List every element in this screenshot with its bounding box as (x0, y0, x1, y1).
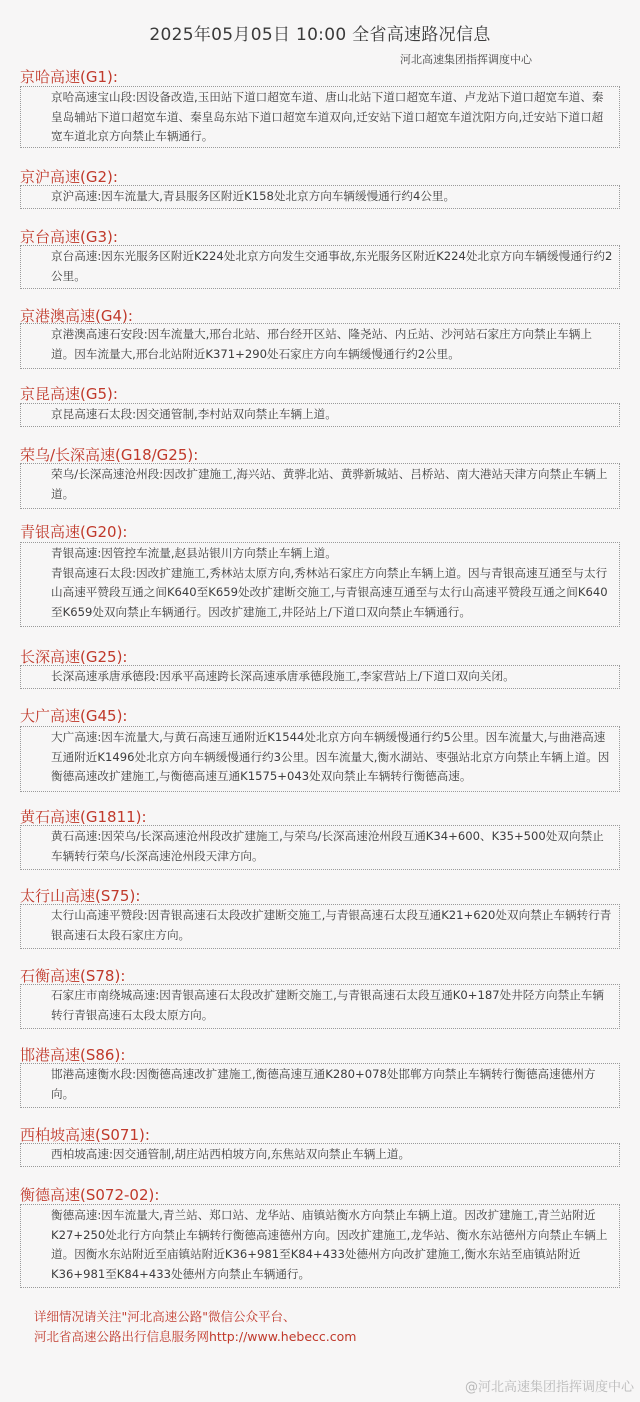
section-heading: 京哈高速(G1): (20, 68, 118, 86)
section-body (20, 323, 620, 369)
section-body (20, 984, 620, 1029)
section-heading: 石衡高速(S78): (20, 967, 126, 985)
section-paragraph: 黄石高速:因荣乌/长深高速沧州段改扩建施工,与荣乌/长深高速沧州段互通K34+600、K35+500处双向禁止车辆转行荣乌/长深高速沧州段天津方向。 (51, 829, 604, 863)
section-heading: 大广高速(G45): (20, 707, 128, 725)
section-body (20, 665, 620, 689)
section-paragraph: 衡德高速:因车流量大,青兰站、郑口站、龙华站、庙镇站衡水方向禁止车辆上道。因改扩建施工,青兰站附近K27+250处北行方向禁止车辆转行衡德高速德州方向。因改扩建施工,龙华站、衡水东站德州方向禁止车辆上道。因衡水东站附近至庙镇站附近K36+981至K84+433处德州方向改扩建施工,衡水东站至庙镇站附近K36+981至K84+433处德州方向禁止车辆通行。 (51, 1208, 608, 1281)
footer-note (34, 1307, 356, 1347)
section-heading: 西柏坡高速(S071): (20, 1126, 150, 1144)
section-paragraph: 京沪高速:因车流量大,青县服务区附近K158处北京方向车辆缓慢通行约4公里。 (51, 189, 456, 203)
section-body (20, 403, 620, 427)
source-label: 河北高速集团指挥调度中心 (400, 53, 532, 66)
section-heading: 京台高速(G3): (20, 228, 118, 246)
section-heading: 长深高速(G25): (20, 648, 128, 666)
section-body (20, 1204, 620, 1288)
section-paragraph: 西柏坡高速:因交通管制,胡庄站西柏坡方向,东焦站双向禁止车辆上道。 (51, 1147, 411, 1161)
section-paragraph: 太行山高速平赞段:因青银高速石太段改扩建断交施工,与青银高速石太段互通K21+620处双向禁止车辆转行青银高速石太段石家庄方向。 (51, 908, 612, 942)
section-paragraph: 石家庄市南绕城高速:因青银高速石太段改扩建断交施工,与青银高速石太段互通K0+187处井陉方向禁止车辆转行青银高速石太段太原方向。 (51, 988, 604, 1022)
weibo-watermark: @河北高速集团指挥调度中心 (464, 1380, 634, 1395)
section-heading: 荣乌/长深高速(G18/G25): (20, 446, 199, 464)
page-title: 2025年05月05日 10:00 全省高速路况信息 (149, 25, 491, 45)
section-paragraph: 大广高速:因车流量大,与黄石高速互通附近K1544处北京方向车辆缓慢通行约5公里。因车流量大,与曲港高速互通附近K1496处北京方向车辆缓慢通行约3公里。因车流量大,衡水湖站、枣强站北京方向禁止车辆上道。因衡德高速改扩建施工,与衡德高速互通K1575+043处双向禁止车辆转行衡德高速。 (51, 730, 610, 783)
section-heading: 青银高速(G20): (20, 523, 128, 541)
section-paragraph: 长深高速承唐承德段:因承平高速跨长深高速承唐承德段施工,李家营站上/下道口双向关闭。 (51, 669, 515, 683)
section-body (20, 904, 620, 949)
section-body (20, 463, 620, 509)
section-body (20, 825, 620, 870)
section-paragraph: 青银高速石太段:因改扩建施工,秀林站太原方向,秀林站石家庄方向禁止车辆上道。因与青银高速互通至与太行山高速平赞段互通之间K640至K659处改扩建断交施工,与青银高速互通至与太行山高速平赞段互通之间K640至K659处双向禁止车辆通行。因改扩建施工,井陉站上/下道口双向禁止车辆通行。 (51, 565, 608, 619)
section-body (20, 86, 620, 148)
section-heading: 太行山高速(S75): (20, 887, 141, 905)
section-paragraph: 京昆高速石太段:因交通管制,李村站双向禁止车辆上道。 (51, 407, 337, 421)
section-paragraph: 邯港高速衡水段:因衡德高速改扩建施工,衡德高速互通K280+078处邯郸方向禁止车辆转行衡德高速德州方向。 (51, 1067, 596, 1101)
section-heading: 京沪高速(G2): (20, 168, 118, 186)
section-body (20, 1063, 620, 1108)
section-heading: 京昆高速(G5): (20, 385, 118, 403)
footer-line-1: 详细情况请关注"河北高速公路"微信公众平台、 (34, 1309, 296, 1324)
section-paragraph: 京港澳高速石安段:因车流量大,邢台北站、邢台经开区站、隆尧站、内丘站、沙河站石家庄方向禁止车辆上道。因车流量大,邢台北站附近K371+290处石家庄方向车辆缓慢通行约2公里。 (51, 327, 592, 361)
section-heading: 京港澳高速(G4): (20, 307, 133, 325)
section-heading: 邯港高速(S86): (20, 1046, 126, 1064)
footer-line-2[interactable]: 河北省高速公路出行信息服务网http://www.hebecc.com (34, 1329, 357, 1344)
section-paragraph: 京台高速:因东光服务区附近K224处北京方向发生交通事故,东光服务区附近K224处北京方向车辆缓慢通行约2公里。 (51, 249, 613, 283)
section-body (20, 245, 620, 289)
section-body (20, 1143, 620, 1167)
section-heading: 衡德高速(S072-02): (20, 1186, 160, 1204)
section-paragraph: 京哈高速宝山段:因设备改造,玉田站下道口超宽车道、唐山北站下道口超宽车道、卢龙站下道口超宽车道、秦皇岛辅站下道口超宽车道、秦皇岛东站下道口超宽车道双向,迁安站下道口超宽车道沈阳方向,迁安站下道口超宽车道北京方向禁止车辆通行。 (51, 90, 604, 143)
section-body (20, 185, 620, 209)
section-paragraph: 青银高速:因管控车流量,赵县站银川方向禁止车辆上道。 (51, 546, 337, 560)
section-paragraph: 荣乌/长深高速沧州段:因改扩建施工,海兴站、黄骅北站、黄骅新城站、吕桥站、南大港站天津方向禁止车辆上道。 (51, 467, 608, 501)
section-body (20, 726, 620, 792)
section-body (20, 542, 620, 627)
section-heading: 黄石高速(G1811): (20, 808, 147, 826)
